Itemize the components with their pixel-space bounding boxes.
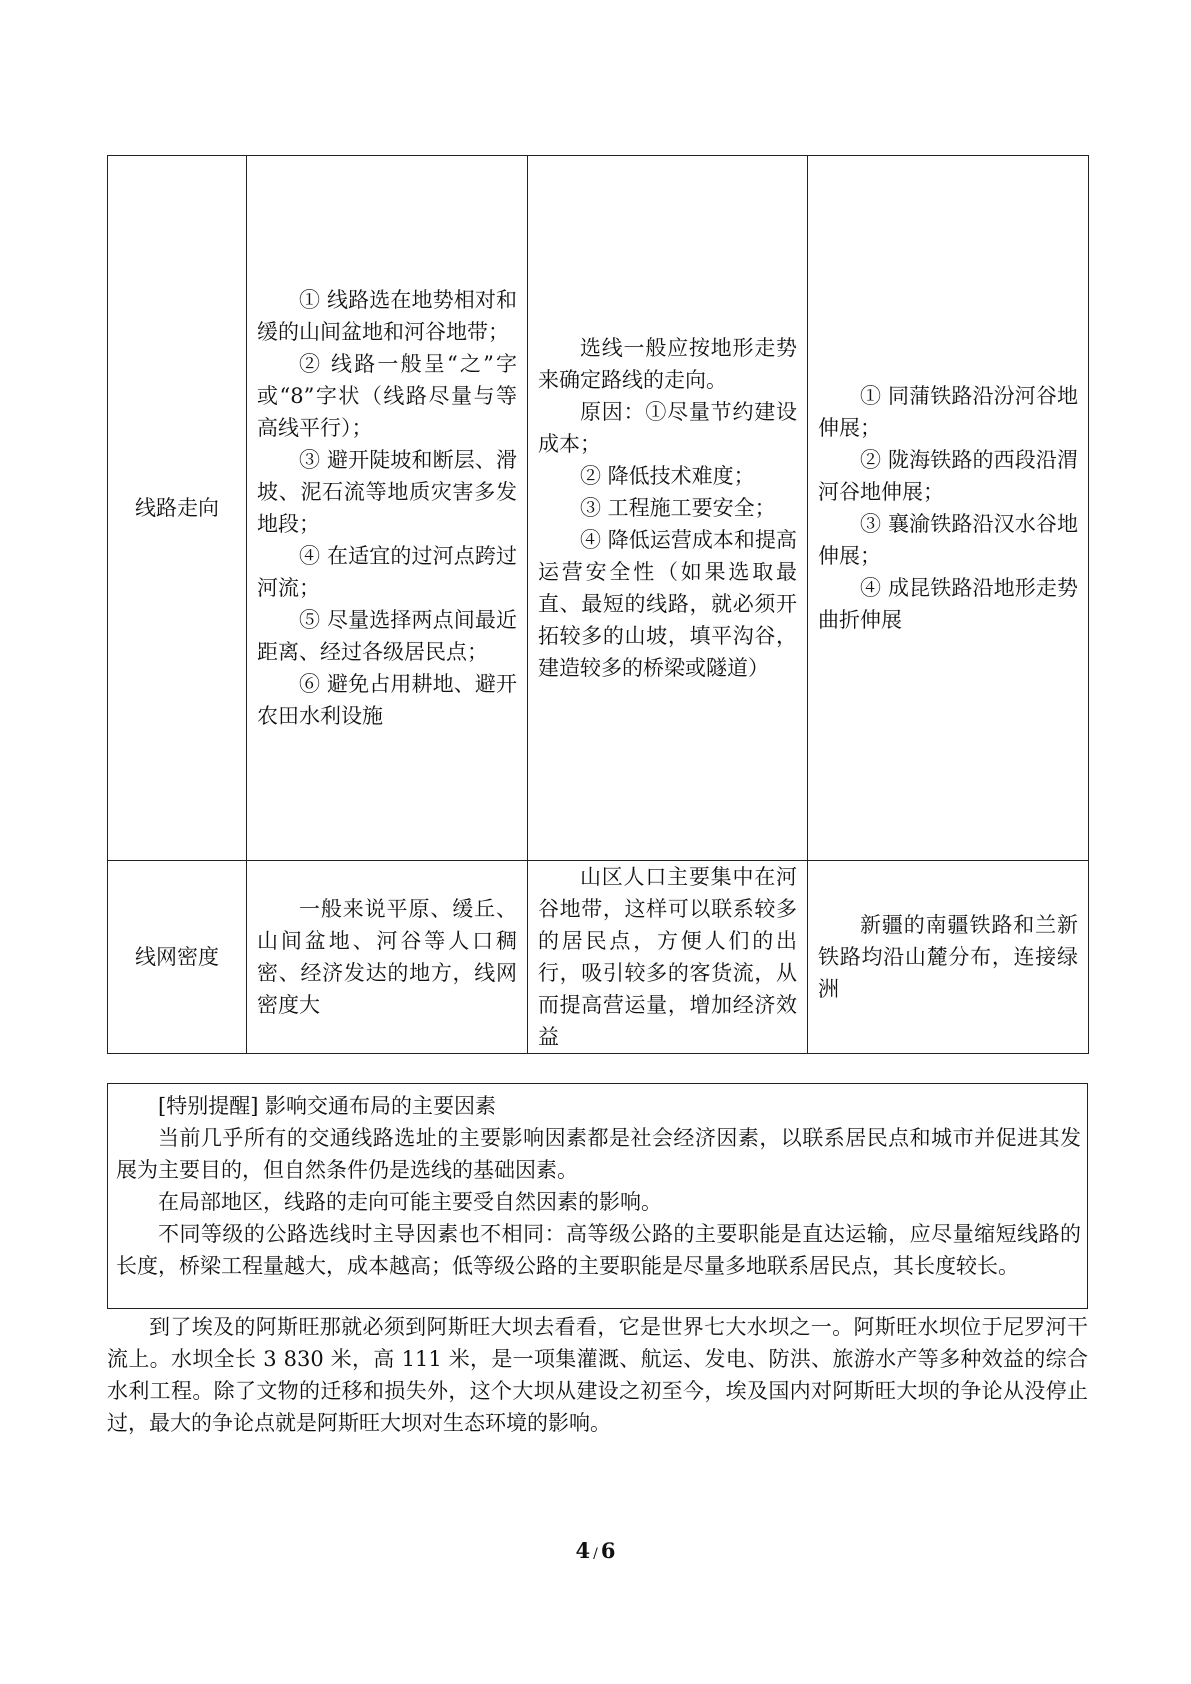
note-line: 不同等级的公路选线时主导因素也不相同：高等级公路的主要职能是直达运输，应尽量缩短线路的长度，桥梁工程量越大，成本越高；低等级公路的主要职能是尽量多地联系居民点，其长度较长。	[116, 1222, 1081, 1278]
principle-item: ⑥ 避免占用耕地、避开农田水利设施	[257, 672, 517, 728]
total-pages: 6	[600, 1538, 616, 1563]
principle-item: ④ 在适宜的过河点跨过河流；	[257, 544, 517, 600]
page-separator: /	[593, 1546, 598, 1562]
row-label: 线路走向	[135, 496, 219, 520]
page-number	[0, 1538, 1191, 1563]
reasons-cell	[528, 861, 808, 1054]
reasons-cell	[528, 156, 808, 861]
note-line: 在局部地区，线路的走向可能主要受自然因素的影响。	[158, 1190, 662, 1214]
current-page: 4	[575, 1538, 591, 1563]
body-text	[107, 1311, 1088, 1439]
examples-cell	[808, 156, 1089, 861]
reason-item: 选线一般应按地形走势来确定路线的走向。	[538, 336, 797, 392]
principles-cell	[247, 861, 528, 1054]
reason-item: ④ 降低运营成本和提高运营安全性（如果选取最直、最短的线路，就必须开拓较多的山坡，填平沟谷，建造较多的桥梁或隧道）	[538, 528, 797, 680]
reason-item: 原因：①尽量节约建设成本；	[538, 400, 797, 456]
example-item: 新疆的南疆铁路和兰新铁路均沿山麓分布，连接绿洲	[818, 913, 1078, 1001]
table-row	[108, 156, 1089, 861]
example-item: ④ 成昆铁路沿地形走势曲折伸展	[818, 576, 1078, 632]
reason-item: 山区人口主要集中在河谷地带，这样可以联系较多的居民点，方便人们的出行，吸引较多的客货流，从而提高营运量，增加经济效益	[538, 865, 797, 1049]
principles-cell	[247, 156, 528, 861]
row-label-cell	[108, 156, 247, 861]
row-label-cell	[108, 861, 247, 1054]
principle-item: ② 线路一般呈“之”字或“8”字状（线路尽量与等高线平行）；	[257, 352, 517, 440]
route-factors-table	[107, 155, 1089, 1054]
note-line: 当前几乎所有的交通线路选址的主要影响因素都是社会经济因素，以联系居民点和城市并促进其发展为主要目的，但自然条件仍是选线的基础因素。	[116, 1126, 1081, 1182]
principle-item: 一般来说平原、缓丘、山间盆地、河谷等人口稠密、经济发达的地方，线网密度大	[257, 897, 517, 1017]
principle-item: ③ 避开陡坡和断层、滑坡、泥石流等地质灾害多发地段；	[257, 448, 517, 536]
example-item: ① 同蒲铁路沿汾河谷地伸展；	[818, 384, 1078, 440]
reason-item: ② 降低技术难度；	[580, 464, 755, 488]
reason-item: ③ 工程施工要安全；	[580, 496, 776, 520]
aswan-paragraph: 到了埃及的阿斯旺那就必须到阿斯旺大坝去看看，它是世界七大水坝之一。阿斯旺水坝位于尼罗河干流上。水坝全长 3 830 米，高 111 米，是一项集灌溉、航运、发电、防洪、旅游水产等多种效益的综合水利工程。除了文物的迁移和损失外，这个大坝从建设之初至今，埃及国内对阿斯旺大坝的争论从没停止过，最大的争论点就是阿斯旺大坝对生态环境的影响。	[107, 1315, 1088, 1435]
special-reminder-box	[107, 1083, 1088, 1309]
example-item: ② 陇海铁路的西段沿渭河谷地伸展；	[818, 448, 1078, 504]
table-row	[108, 861, 1089, 1054]
row-label: 线网密度	[135, 945, 219, 969]
principle-item: ① 线路选在地势相对和缓的山间盆地和河谷地带；	[257, 288, 517, 344]
note-heading: [特别提醒] 影响交通布局的主要因素	[158, 1094, 497, 1118]
example-item: ③ 襄渝铁路沿汉水谷地伸展；	[818, 512, 1078, 568]
examples-cell	[808, 861, 1089, 1054]
principle-item: ⑤ 尽量选择两点间最近距离、经过各级居民点；	[257, 608, 517, 664]
